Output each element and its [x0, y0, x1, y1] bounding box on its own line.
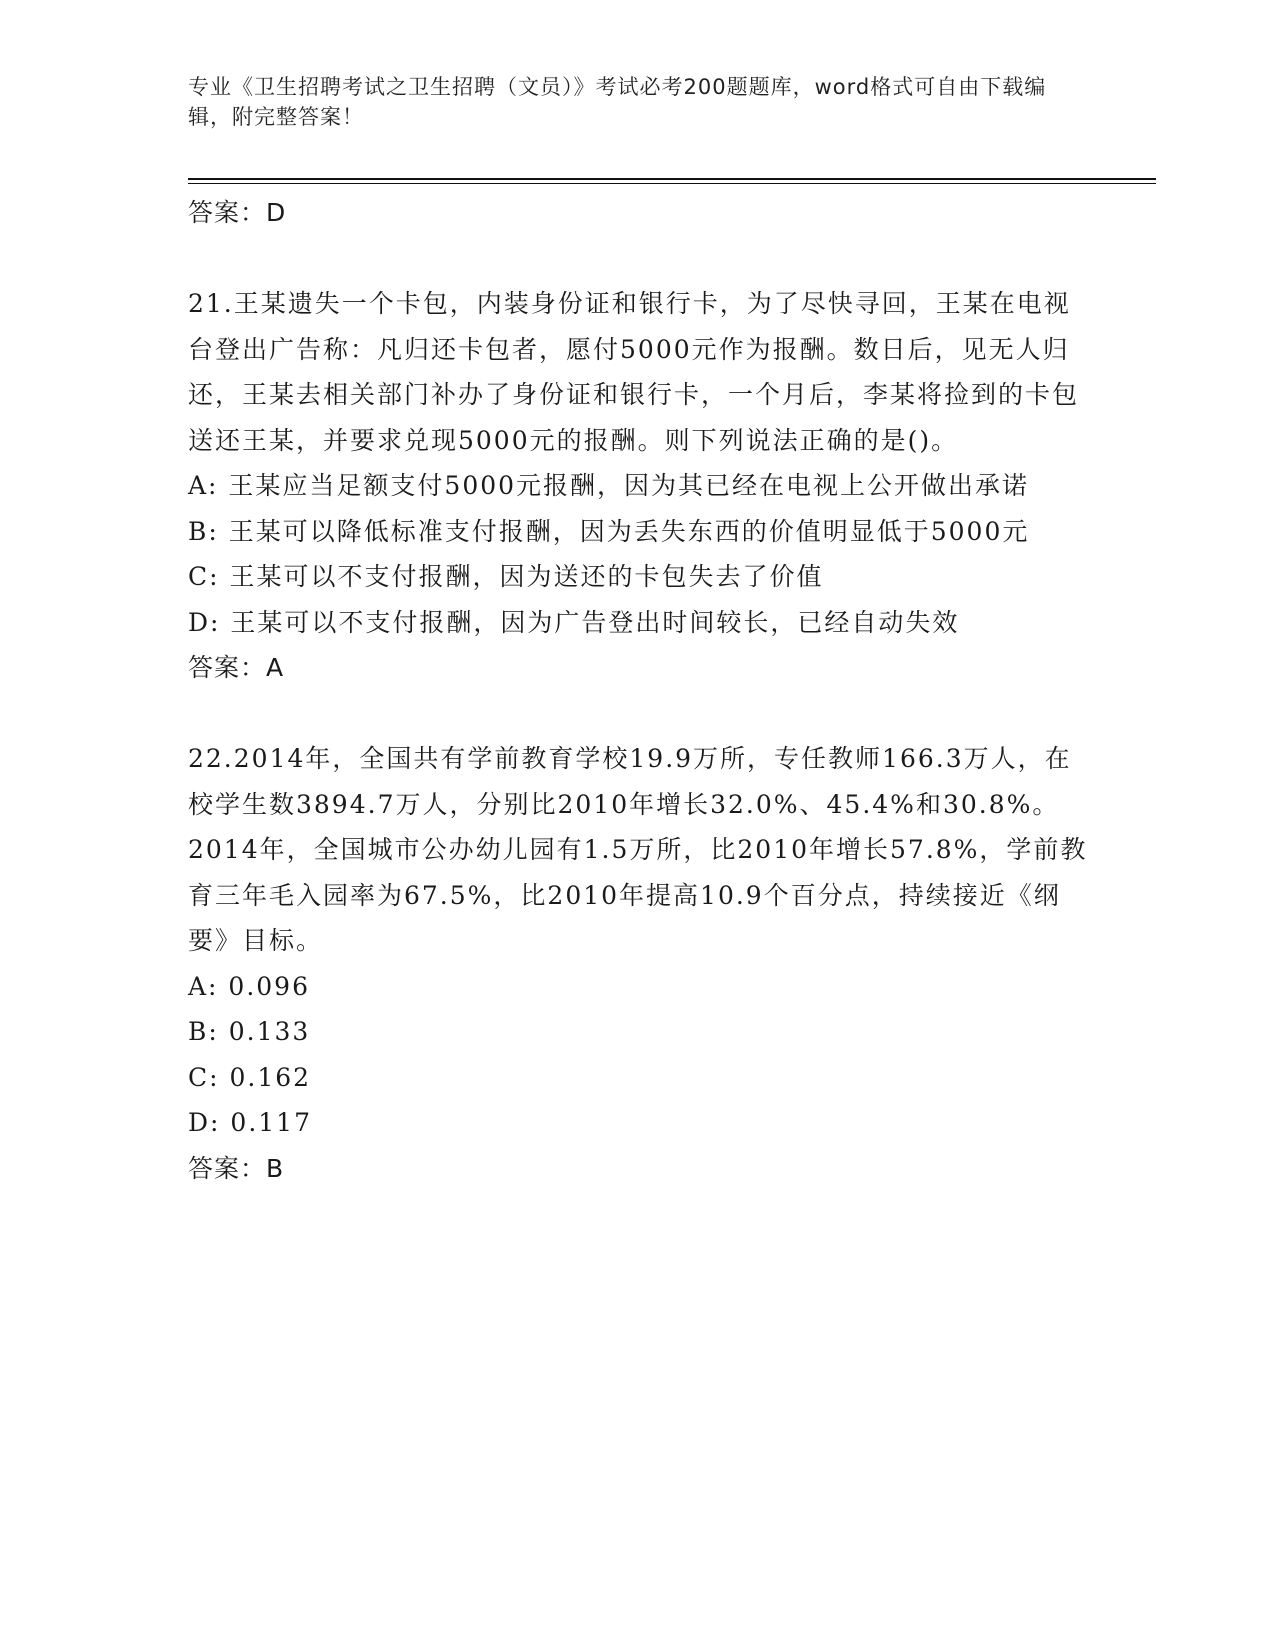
header-rule-thin — [188, 183, 1156, 184]
spacer — [188, 691, 1088, 737]
answer-previous: 答案：D — [188, 198, 287, 227]
option-c: C: 0.162 — [188, 1062, 312, 1092]
question-21 — [188, 281, 1088, 691]
answer: 答案：B — [188, 1153, 285, 1183]
question-stem: 22.2014年，全国共有学前教育学校19.9万所，专任教师166.3万人，在校学生数3894.7万人，分别比2010年增长32.0%、45.4%和30.8%。2014年，全国城市公办幼儿园有1.5万所，比2010年增长57.8%，学前教育三年毛入园率为67.5%，比2010年提高10.9个百分点，持续接近《纲要》目标。 — [188, 744, 1088, 955]
option-a: A: 0.096 — [188, 971, 310, 1001]
option-d: D: 王某可以不支付报酬，因为广告登出时间较长，已经自动失效 — [188, 607, 960, 637]
option-d: D: 0.117 — [188, 1108, 312, 1137]
question-22 — [188, 736, 1088, 1191]
option-b: B: 王某可以降低标准支付报酬，因为丢失东西的价值明显低于5000元 — [188, 516, 1030, 546]
spacer — [188, 236, 1088, 282]
answer: 答案：A — [188, 653, 285, 682]
page-header: 专业《卫生招聘考试之卫生招聘（文员）》考试必考200题题库，word格式可自由下载编辑，附完整答案！ — [188, 75, 1047, 129]
option-a: A: 王某应当足额支付5000元报酬，因为其已经在电视上公开做出承诺 — [188, 471, 1030, 500]
option-b: B: 0.133 — [188, 1017, 311, 1046]
question-stem: 21.王某遗失一个卡包，内装身份证和银行卡，为了尽快寻回，王某在电视台登出广告称：凡归还卡包者，愿付5000元作为报酬。数日后，见无人归还，王某去相关部门补办了身份证和银行卡，一个月后，李某将捡到的卡包送还王某，并要求兑现5000元的报酬。则下列说法正确的是()。 — [188, 289, 1080, 455]
question-content — [188, 190, 1088, 1191]
header-rule-thick — [188, 178, 1156, 180]
option-c: C: 王某可以不支付报酬，因为送还的卡包失去了价值 — [188, 562, 824, 591]
